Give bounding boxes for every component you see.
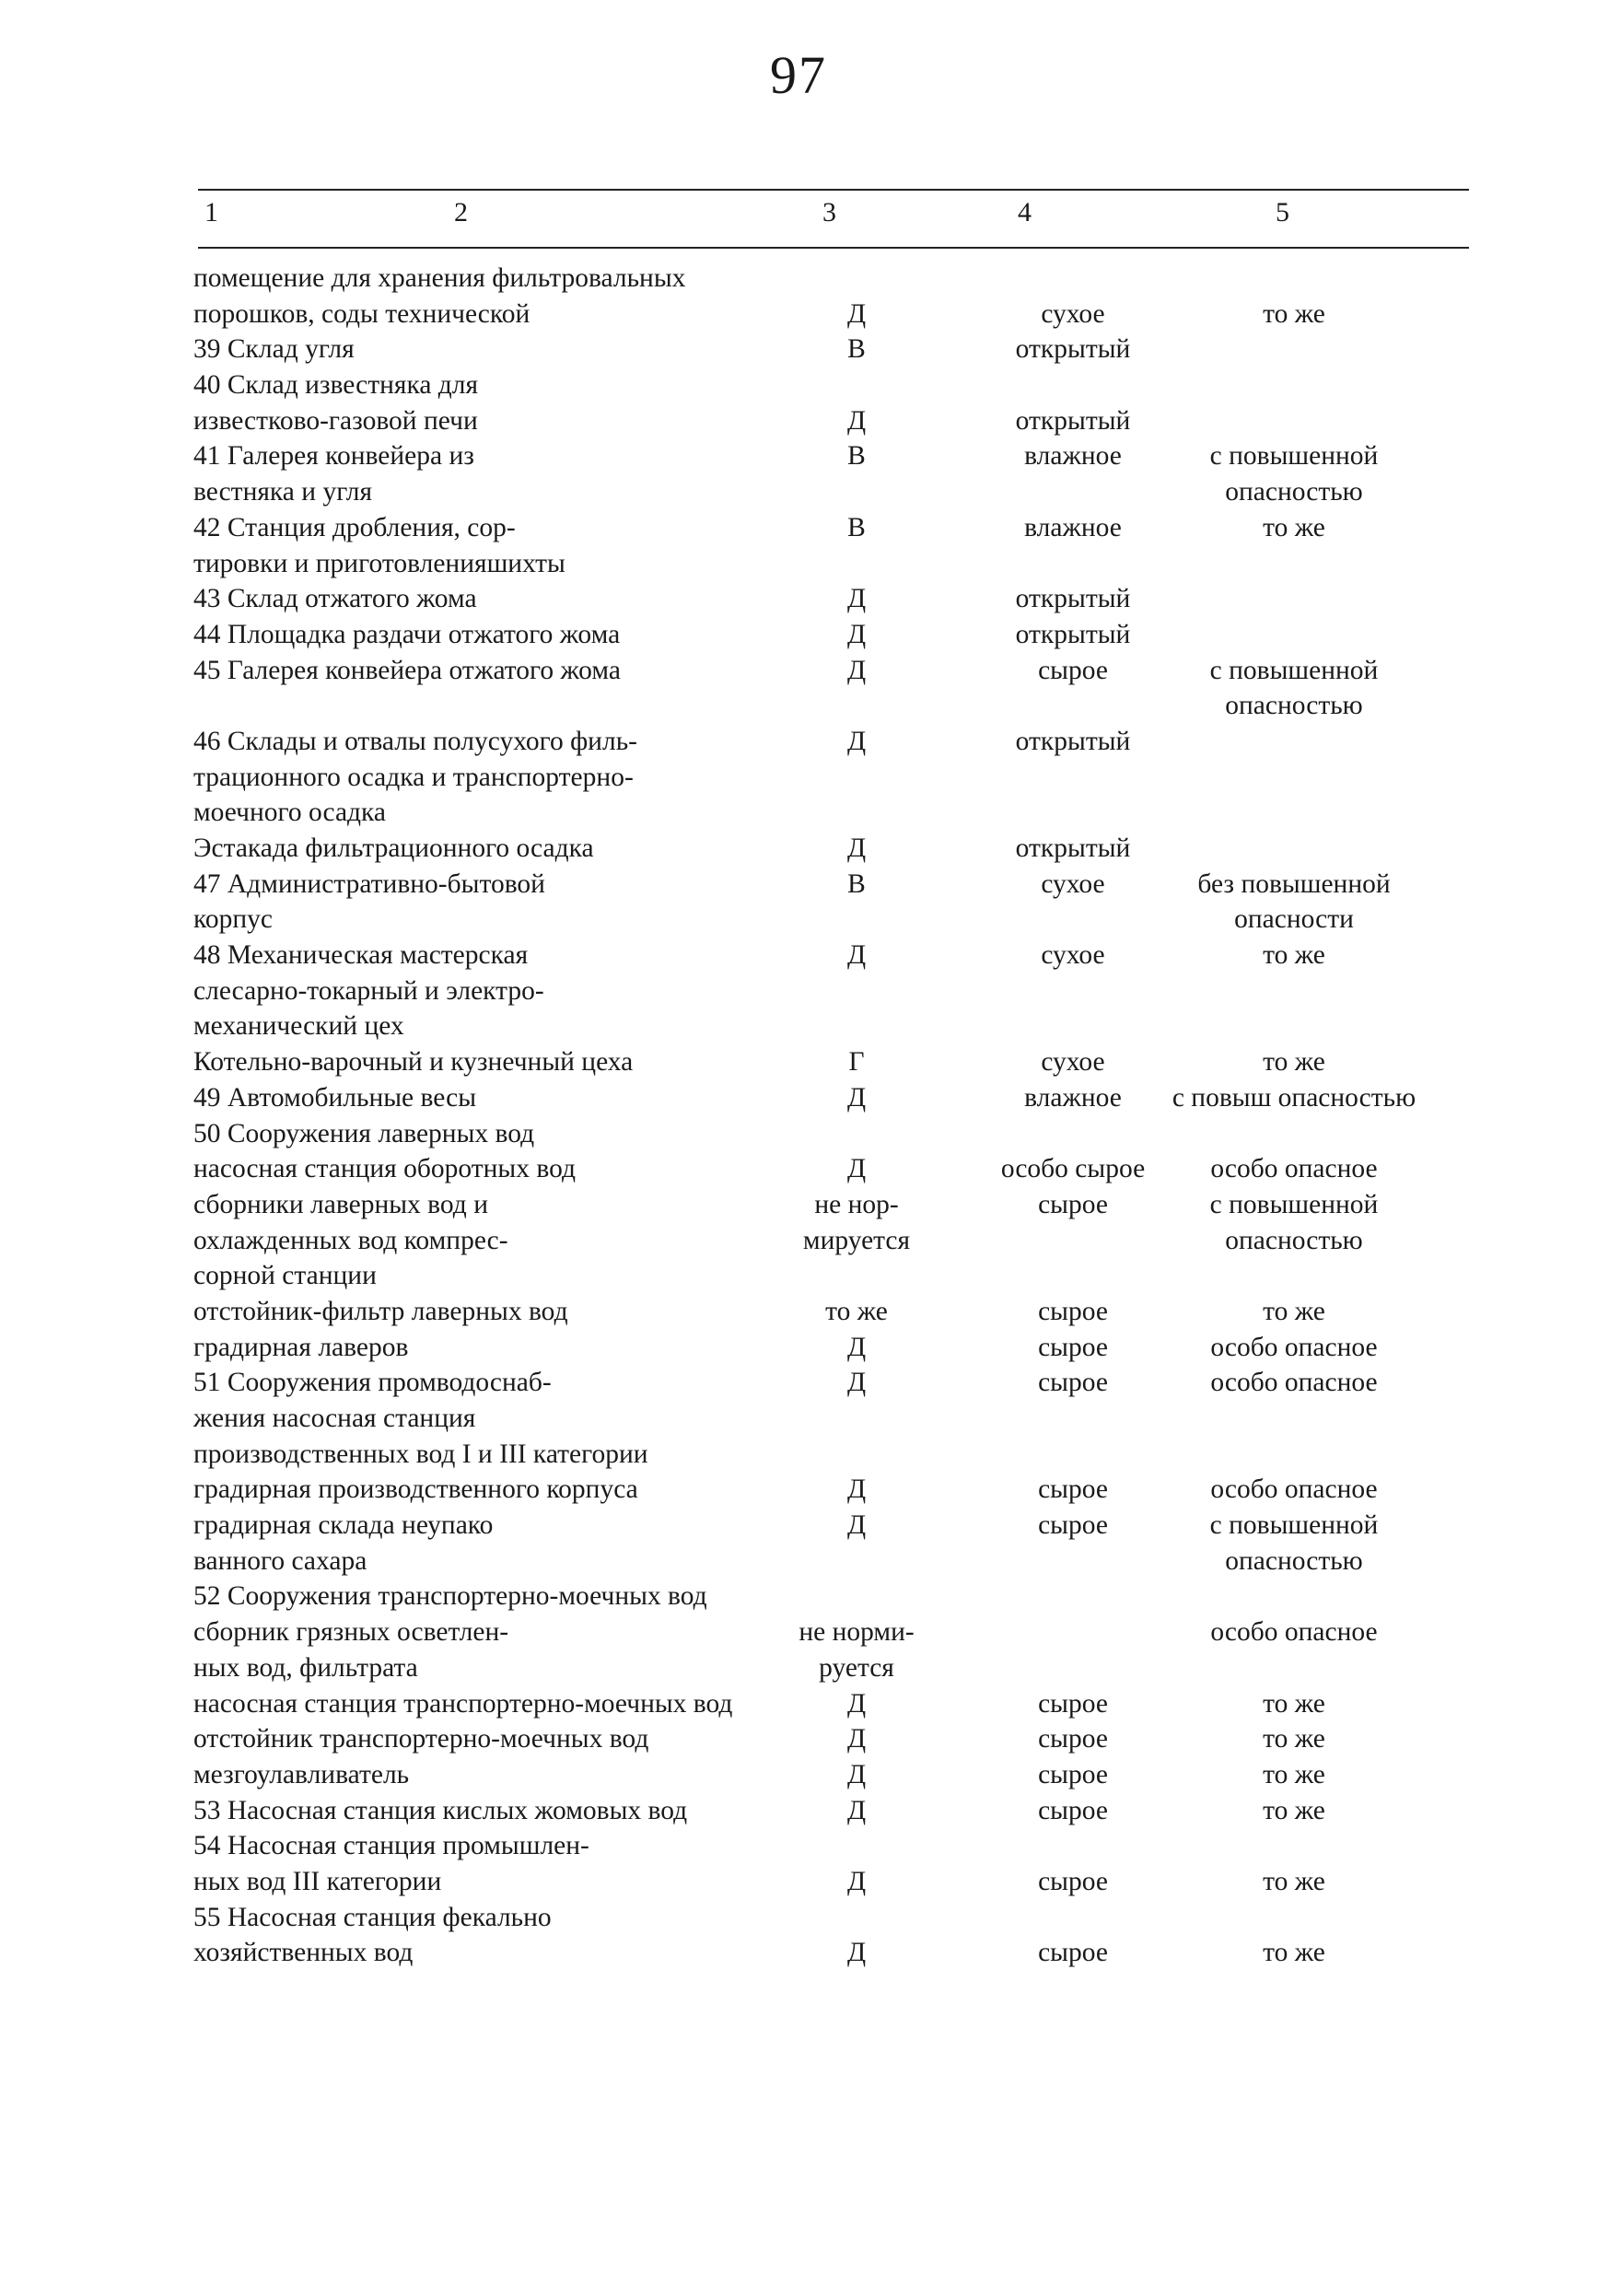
table-row	[0, 1650, 1597, 1686]
table-row	[0, 1472, 1597, 1508]
category-cell: мируется	[802, 1225, 911, 1255]
environment-cell: сырое	[1038, 655, 1108, 685]
category-cell: Д	[846, 1474, 867, 1505]
danger-class-cell: без повышенной	[1197, 868, 1391, 899]
row-name-cell: 41 Галерея конвейера из	[193, 441, 474, 472]
table-row	[0, 831, 1597, 867]
row-name-cell: 42 Станция дробления, сор-	[193, 512, 516, 542]
environment-cell: сырое	[1038, 1938, 1108, 1968]
category-cell: Д	[846, 655, 867, 685]
danger-class-cell: с повыш опасностью	[1172, 1082, 1416, 1113]
danger-class-cell: особо опасное	[1210, 1368, 1378, 1398]
category-cell: Д	[846, 1154, 867, 1184]
row-name-cell: ных вод, фильтрата	[193, 1652, 418, 1683]
table-row	[0, 474, 1597, 510]
category-cell: Д	[846, 1332, 867, 1362]
table-header-rule	[198, 247, 1469, 249]
row-name-cell: отстойник-фильтр лаверных вод	[193, 1296, 568, 1326]
row-name-cell: 43 Склад отжатого жома	[193, 584, 477, 614]
table-row	[0, 653, 1597, 689]
row-name-cell: сорной станции	[193, 1261, 377, 1291]
row-name-cell: 47 Административно-бытовой	[193, 868, 545, 899]
environment-cell: сырое	[1038, 1510, 1108, 1541]
table-row	[0, 367, 1597, 403]
danger-class-cell: особо опасное	[1210, 1617, 1378, 1648]
row-name-cell: хозяйственных вод	[193, 1938, 414, 1968]
row-name-cell: 48 Механическая мастерская	[193, 940, 529, 971]
row-name-cell: 46 Склады и отвалы полусухого филь-	[193, 726, 637, 756]
row-name-cell: градирная склада неупако	[193, 1510, 494, 1541]
table-row	[0, 760, 1597, 796]
category-cell: то же	[825, 1296, 888, 1326]
environment-cell: сырое	[1038, 1724, 1108, 1754]
danger-class-cell: то же	[1263, 1866, 1325, 1896]
row-name-cell: 55 Насосная станция фекально	[193, 1902, 552, 1932]
danger-class-cell: опасностью	[1225, 1545, 1363, 1576]
table-body	[0, 261, 1597, 1971]
table-row	[0, 403, 1597, 439]
row-name-cell: 52 Сооружения транспортерно-моечных вод	[193, 1581, 707, 1612]
table-row	[0, 973, 1597, 1009]
row-name-cell: градирная лаверов	[193, 1332, 409, 1362]
environment-cell: сырое	[1038, 1474, 1108, 1505]
row-name-cell: ванного сахара	[193, 1545, 367, 1576]
table-row	[0, 902, 1597, 938]
row-name-cell: помещение для хранения фильтровальных	[193, 263, 686, 293]
danger-class-cell: то же	[1263, 1724, 1325, 1754]
danger-class-cell: с повышенной	[1209, 1510, 1379, 1541]
row-name-cell: охлажденных вод компрес-	[193, 1225, 508, 1255]
environment-cell: сухое	[1041, 1047, 1105, 1078]
environment-cell: сырое	[1038, 1189, 1108, 1219]
row-name-cell: мезгоулавливатель	[193, 1759, 410, 1789]
row-name-cell: известково-газовой печи	[193, 405, 478, 436]
category-cell: Д	[846, 1724, 867, 1754]
table-row	[0, 297, 1597, 332]
category-cell: Д	[846, 726, 867, 756]
environment-cell: сырое	[1038, 1332, 1108, 1362]
column-header-5: 5	[1276, 197, 1289, 227]
category-cell: Д	[846, 940, 867, 971]
category-cell: Г	[848, 1047, 865, 1078]
row-name-cell: порошков, соды технической	[193, 298, 530, 329]
danger-class-cell: то же	[1263, 1688, 1325, 1719]
danger-class-cell: то же	[1263, 1047, 1325, 1078]
danger-class-cell: с повышенной	[1209, 1189, 1379, 1219]
row-name-cell: отстойник транспортерно-моечных вод	[193, 1724, 649, 1754]
category-cell: Д	[846, 1510, 867, 1541]
danger-class-cell: особо опасное	[1210, 1332, 1378, 1362]
environment-cell: сырое	[1038, 1795, 1108, 1825]
row-name-cell: трационного осадка и транспортерно-	[193, 762, 634, 792]
row-name-cell: градирная производственного корпуса	[193, 1474, 638, 1505]
category-cell: Д	[846, 833, 867, 863]
row-name-cell: насосная станция транспортерно-моечных вод	[193, 1688, 733, 1719]
table-row	[0, 938, 1597, 973]
environment-cell: открытый	[1015, 584, 1131, 614]
table-row	[0, 1044, 1597, 1080]
row-name-cell: моечного осадка	[193, 798, 387, 828]
danger-class-cell: с повышенной	[1209, 655, 1379, 685]
category-cell: Д	[846, 298, 867, 329]
column-header-2: 2	[454, 197, 468, 227]
category-cell: Д	[846, 1759, 867, 1789]
table-row	[0, 1864, 1597, 1900]
column-header-1: 1	[204, 197, 218, 227]
row-name-cell: Котельно-варочный и кузнечный цеха	[193, 1047, 634, 1078]
table-top-rule	[198, 189, 1469, 191]
category-cell: Д	[846, 1866, 867, 1896]
environment-cell: сырое	[1038, 1866, 1108, 1896]
row-name-cell: 45 Галерея конвейера отжатого жома	[193, 655, 621, 685]
row-name-cell: насосная станция оборотных вод	[193, 1154, 577, 1184]
environment-cell: открытый	[1015, 833, 1131, 863]
danger-class-cell: то же	[1263, 1938, 1325, 1968]
table-row	[0, 261, 1597, 297]
environment-cell: сырое	[1038, 1759, 1108, 1789]
table-row	[0, 1008, 1597, 1044]
column-header-4: 4	[1018, 197, 1032, 227]
table-row	[0, 1401, 1597, 1437]
row-name-cell: вестняка и угля	[193, 477, 373, 507]
column-header-3: 3	[822, 197, 836, 227]
table-row	[0, 332, 1597, 367]
danger-class-cell: то же	[1263, 1296, 1325, 1326]
environment-cell: открытый	[1015, 726, 1131, 756]
category-cell: руется	[819, 1652, 894, 1683]
category-cell: Д	[846, 1938, 867, 1968]
row-name-cell: Эстакада фильтрационного осадка	[193, 833, 594, 863]
danger-class-cell: то же	[1263, 1759, 1325, 1789]
danger-class-cell: опасностью	[1225, 691, 1363, 721]
row-name-cell: 50 Сооружения лаверных вод	[193, 1118, 535, 1148]
category-cell: Д	[846, 1368, 867, 1398]
table-row	[0, 1900, 1597, 1936]
row-name-cell: 51 Сооружения промводоснаб-	[193, 1368, 552, 1398]
category-cell: В	[847, 334, 866, 365]
row-name-cell: корпус	[193, 904, 273, 935]
category-cell: не нор-	[814, 1189, 899, 1219]
row-name-cell: сборник грязных осветлен-	[193, 1617, 509, 1648]
danger-class-cell: опасности	[1234, 904, 1354, 935]
table-row	[0, 1294, 1597, 1330]
row-name-cell: 53 Насосная станция кислых жомовых вод	[193, 1795, 688, 1825]
environment-cell: сырое	[1038, 1368, 1108, 1398]
table-row	[0, 510, 1597, 546]
category-cell: В	[847, 441, 866, 472]
danger-class-cell: опасностью	[1225, 477, 1363, 507]
row-name-cell: 49 Автомобильные весы	[193, 1082, 477, 1113]
table-row	[0, 1579, 1597, 1614]
danger-class-cell: особо опасное	[1210, 1154, 1378, 1184]
danger-class-cell: то же	[1263, 298, 1325, 329]
row-name-cell: 44 Площадка раздачи отжатого жома	[193, 619, 621, 649]
table-row	[0, 1793, 1597, 1829]
category-cell: Д	[846, 1082, 867, 1113]
table-row	[0, 546, 1597, 582]
row-name-cell: сборники лаверных вод и	[193, 1189, 488, 1219]
table-row	[0, 1080, 1597, 1116]
danger-class-cell: то же	[1263, 940, 1325, 971]
row-name-cell: механический цех	[193, 1011, 404, 1042]
category-cell: не норми-	[798, 1617, 915, 1648]
table-row	[0, 1437, 1597, 1473]
table-row	[0, 1508, 1597, 1544]
table-row	[0, 438, 1597, 474]
row-name-cell: 54 Насосная станция промышлен-	[193, 1831, 589, 1861]
category-cell: Д	[846, 619, 867, 649]
environment-cell: открытый	[1015, 334, 1131, 365]
category-cell: В	[847, 868, 866, 899]
row-name-cell: слесарно-токарный и электро-	[193, 975, 544, 1006]
row-name-cell: производственных вод I и III категории	[193, 1439, 648, 1469]
danger-class-cell: то же	[1263, 512, 1325, 542]
table-row	[0, 581, 1597, 617]
category-cell: В	[847, 512, 866, 542]
environment-cell: открытый	[1015, 405, 1131, 436]
row-name-cell: 39 Склад угля	[193, 334, 355, 365]
page-number: 97	[770, 45, 827, 105]
table-row	[0, 867, 1597, 903]
danger-class-cell: опасностью	[1225, 1225, 1363, 1255]
table-row	[0, 1935, 1597, 1971]
environment-cell: сырое	[1038, 1688, 1108, 1719]
row-name-cell: тировки и приготовленияшихты	[193, 548, 565, 578]
environment-cell: влажное	[1024, 512, 1122, 542]
environment-cell: сухое	[1041, 868, 1105, 899]
environment-cell: открытый	[1015, 619, 1131, 649]
table-row	[0, 617, 1597, 653]
table-row	[0, 724, 1597, 760]
table-row	[0, 1365, 1597, 1401]
environment-cell: сухое	[1041, 940, 1105, 971]
table-row	[0, 1187, 1597, 1223]
table-row	[0, 688, 1597, 724]
table-row	[0, 1757, 1597, 1793]
category-cell: Д	[846, 405, 867, 436]
table-row	[0, 1116, 1597, 1152]
table-row	[0, 1828, 1597, 1864]
environment-cell: сырое	[1038, 1296, 1108, 1326]
danger-class-cell: то же	[1263, 1795, 1325, 1825]
row-name-cell: жения насосная станция	[193, 1404, 476, 1433]
table-row	[0, 1544, 1597, 1579]
row-name-cell: 40 Склад известняка для	[193, 370, 479, 401]
table-row	[0, 1151, 1597, 1187]
category-cell: Д	[846, 584, 867, 614]
environment-cell: влажное	[1024, 441, 1122, 472]
table-row	[0, 1721, 1597, 1757]
category-cell: Д	[846, 1688, 867, 1719]
table-row	[0, 1330, 1597, 1366]
danger-class-cell: особо опасное	[1210, 1474, 1378, 1505]
table-row	[0, 1686, 1597, 1722]
environment-cell: особо сырое	[1000, 1154, 1146, 1184]
row-name-cell: ных вод III категории	[193, 1866, 442, 1896]
table-row	[0, 795, 1597, 831]
table-row	[0, 1614, 1597, 1650]
category-cell: Д	[846, 1795, 867, 1825]
table-row	[0, 1258, 1597, 1294]
environment-cell: сухое	[1041, 298, 1105, 329]
table-row	[0, 1223, 1597, 1259]
environment-cell: влажное	[1024, 1082, 1122, 1113]
danger-class-cell: с повышенной	[1209, 441, 1379, 472]
